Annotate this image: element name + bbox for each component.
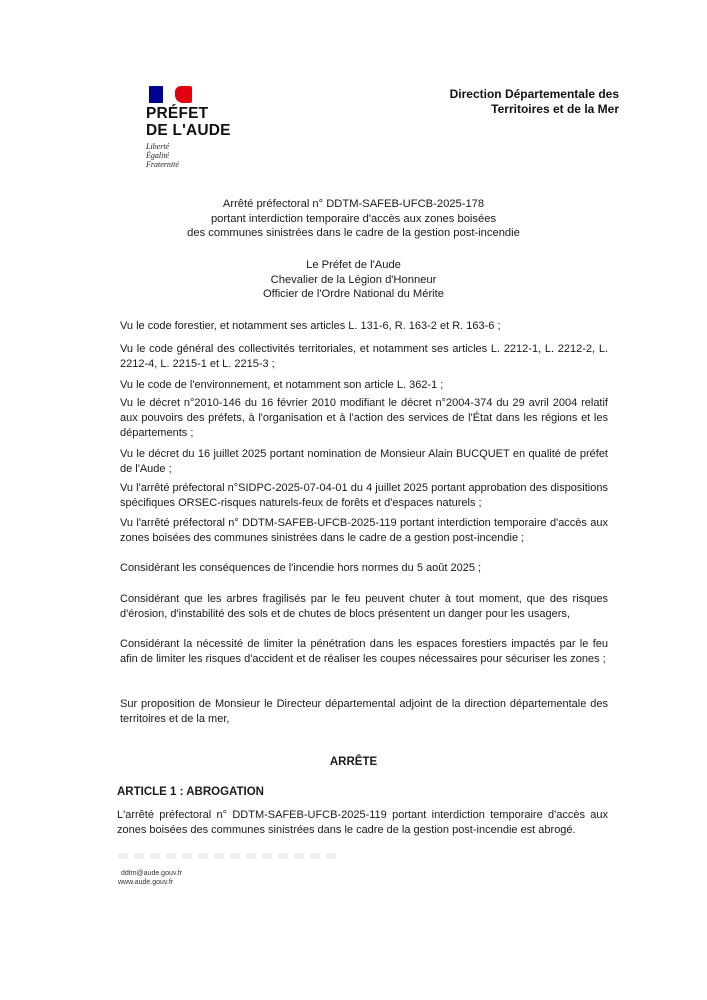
title-line2: portant interdiction temporaire d'accès aux zones boisées <box>210 212 497 225</box>
considerant-incendie: Considérant les conséquences de l'incendie hors normes du 5 août 2025 ; <box>120 562 482 574</box>
article-1-text: L'arrêté préfectoral n° DDTM-SAFEB-UFCB-2025-119 portant interdiction temporaire d'accès aux zones boisées des communes sinistrées dans le cadre de la gestion post-incendie est abrogé. <box>117 809 608 836</box>
motto-egalite: Égalité <box>146 151 170 160</box>
motto-fraternite: Fraternité <box>146 160 179 169</box>
direction-line2: Territoires et de la Mer <box>491 102 619 116</box>
visa-code-environnement: Vu le code de l'environnement, et notamment son article L. 362-1 ; <box>120 379 444 391</box>
logo-title-line2: DE L'AUDE <box>146 122 231 139</box>
visa-decret-nomination: Vu le décret du 16 juillet 2025 portant nomination de Monsieur Alain BUCQUET en qualité de préfet de l'Aude ; <box>120 448 608 475</box>
faded-address-line <box>118 853 338 859</box>
visa-arrete-orsec: Vu l'arrêté préfectoral n°SIDPC-2025-07-04-01 du 4 juillet 2025 portant approbation des dispositions spécifiques ORSEC-risques naturels-feux de forêts et d'espaces naturels ; <box>120 482 608 509</box>
footer-email[interactable]: ddtm@aude.gouv.fr <box>121 870 183 877</box>
authority-line3: Officier de l'Ordre National du Mérite <box>262 288 444 301</box>
authority-line2: Chevalier de la Légion d'Honneur <box>270 273 437 286</box>
visa-arrete-119: Vu l'arrêté préfectoral n° DDTM-SAFEB-UFCB-2025-119 portant interdiction temporaire d'accès aux zones boisées des communes sinistrées dans le cadre de a gestion post-incendie ; <box>120 517 608 544</box>
visa-decret-2010: Vu le décret n°2010-146 du 16 février 2010 modifiant le décret n°2004-374 du 29 avril 2004 relatif aux pouvoirs des préfets, à l'organisation et à l'action des services de l'État dans les régions et les départements ; <box>120 397 608 439</box>
arrete-title <box>0 197 707 241</box>
considerant-penetration: Considérant la nécessité de limiter la pénétration dans les espaces forestiers impactés par le feu afin de limiter les risques d'accident et de réaliser les coupes nécessaires pour sécuriser les zones ; <box>120 638 608 665</box>
title-line1: Arrêté préfectoral n° DDTM-SAFEB-UFCB-2025-178 <box>222 198 485 210</box>
republic-motto <box>146 142 256 169</box>
prefet-logo <box>146 86 256 169</box>
article-1-title: ARTICLE 1 : ABROGATION <box>117 786 264 798</box>
authority-line1: Le Préfet de l'Aude <box>306 259 401 271</box>
footer-contact <box>118 869 182 887</box>
footer-website[interactable]: www.aude.gouv.fr <box>118 879 174 886</box>
direction-line1: Direction Départementale des <box>449 87 619 101</box>
visa-code-forestier: Vu le code forestier, et notamment ses articles L. 131-6, R. 163-2 et R. 163-6 ; <box>120 320 501 332</box>
title-line3: des communes sinistrées dans le cadre de la gestion post-incendie <box>187 227 520 240</box>
considerant-arbres: Considérant que les arbres fragilisés par le feu peuvent chuter à tout moment, que des risques d'érosion, d'instabilité des sols et de chutes de blocs présentent un danger pour les usagers, <box>120 593 608 620</box>
logo-title-line1: PRÉFET <box>146 105 209 122</box>
arrete-heading: ARRÊTE <box>329 756 378 768</box>
authority-block <box>0 258 707 302</box>
visa-code-collectivites: Vu le code général des collectivités territoriales, et notamment ses articles L. 2212-1, L. 2212-2, L. 2212-4, L. 2215-1 et L. 2215-3 ; <box>120 343 608 370</box>
sur-proposition: Sur proposition de Monsieur le Directeur départemental adjoint de la direction départementale des territoires et de la mer, <box>120 698 608 725</box>
marianne-flag-icon <box>149 86 192 103</box>
direction-name <box>450 87 619 117</box>
motto-liberte: Liberté <box>146 142 170 151</box>
